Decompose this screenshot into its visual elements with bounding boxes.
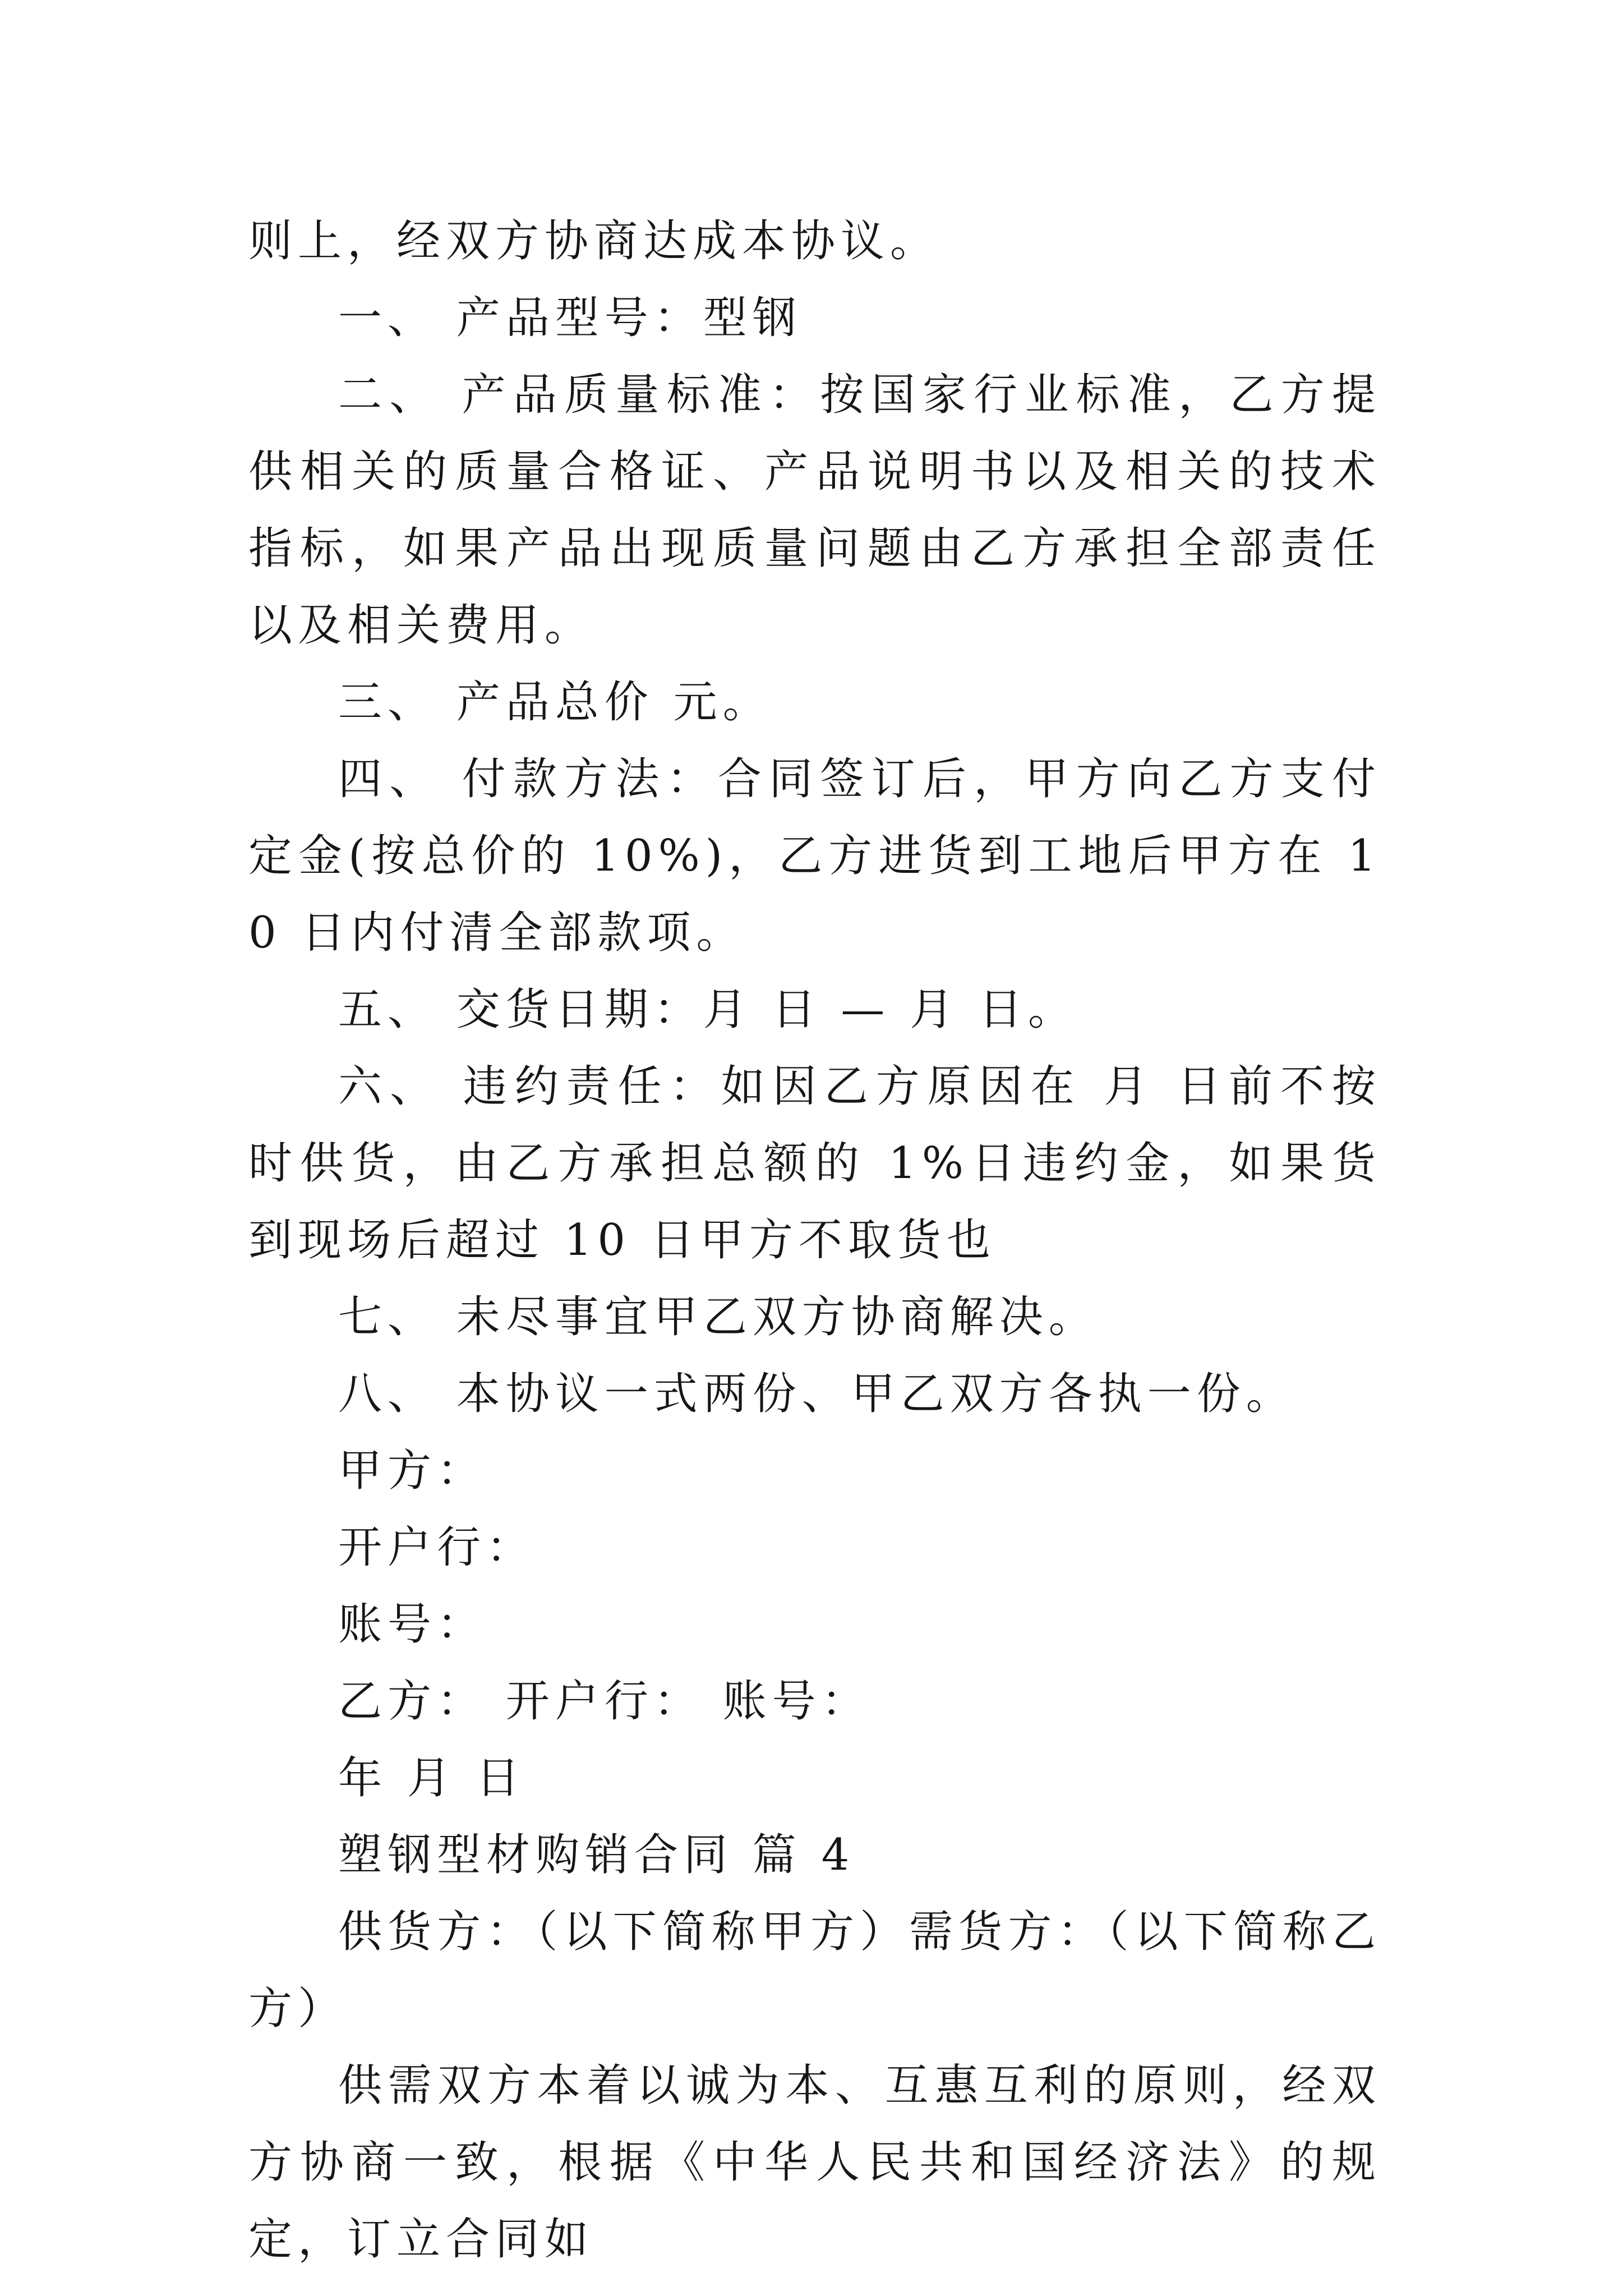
contract-title-part-4: 塑钢型材购销合同 篇 4 bbox=[338, 1830, 855, 1880]
clause-7-other-matters: 七、 未尽事宜甲乙双方协商解决。 bbox=[338, 1292, 1098, 1342]
paragraph-intro-end: 则上，经双方协商达成本协议。 bbox=[248, 216, 940, 266]
clause-8-copies: 八、 本协议一式两份、甲乙双方各执一份。 bbox=[338, 1369, 1295, 1419]
bank-label: 开户行： bbox=[338, 1522, 536, 1573]
party-a-label: 甲方： bbox=[338, 1446, 487, 1496]
clause-1-product-model: 一、 产品型号：型钢 bbox=[338, 293, 802, 343]
document-body bbox=[248, 203, 1381, 2278]
clause-4-payment-method: 四、 付款方法：合同签订后，甲方向乙方支付定金(按总价的 10%)，乙方进货到工地后甲方在 10 日内付清全部款项。 bbox=[248, 754, 1381, 958]
clause-6-breach-liability: 六、 违约责任：如因乙方原因在 月 日前不按时供货，由乙方承担总额的 1%日违约金，如果货到现场后超过 10 日甲方不取货也 bbox=[248, 1061, 1381, 1266]
clause-3-total-price: 三、 产品总价 元。 bbox=[338, 677, 772, 728]
date-line: 年 月 日 bbox=[338, 1753, 525, 1803]
account-label: 账号： bbox=[338, 1599, 487, 1650]
preamble-paragraph: 供需双方本着以诚为本、互惠互利的原则，经双方协商一致，根据《中华人民共和国经济法》的规定，订立合同如 bbox=[248, 2060, 1381, 2265]
party-b-line: 乙方： 开户行： 账号： bbox=[338, 1676, 871, 1727]
clause-2-quality-standard: 二、 产品质量标准：按国家行业标准，乙方提供相关的质量合格证、产品说明书以及相关的技术指标，如果产品出现质量问题由乙方承担全部责任以及相关费用。 bbox=[248, 370, 1381, 651]
clause-5-delivery-date: 五、 交货日期：月 日 — 月 日。 bbox=[338, 984, 1077, 1035]
parties-line: 供货方：（以下简称甲方）需货方：（以下简称乙方） bbox=[248, 1907, 1381, 2034]
